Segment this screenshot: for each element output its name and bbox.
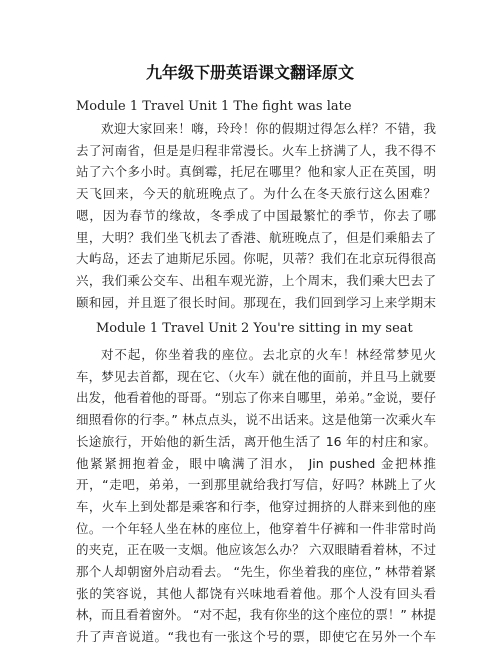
section-body-unit-1: 欢迎大家回来！嗨，玲玲！你的假期过得怎么样？不错，我去了河南省，但是是归程非常漫长。火车上挤满了人，我不得不站了六个多小时。真倒霉，托尼在哪里？他和家人正在英国，明天飞回来，今天的航班晚点了。为什么在冬天旅行这么困难？嗯，因为春节的缘故，冬季成了中国最繁忙的季节，你去了哪里，大明？我们坐飞机去了香港、航班晚点了，但是们乘船去了大屿岛，还去了迪斯尼乐园。你呢，贝蒂？我们在北京玩得很高兴，我们乘公交车、出租车观光游，上个周末，我们乘大巴去了颐和园，并且逛了很长时间。那现在，我们回到学习上来学期末 (76, 121, 436, 310)
section-heading-unit-1: Module 1 Travel Unit 1 The fight was late (76, 99, 352, 114)
section-heading-unit-2: Module 1 Travel Unit 2 You're sitting in my seat (96, 321, 413, 336)
document-title: 九年级下册英语课文翻译原文 (145, 63, 354, 82)
section-body-unit-2: 对不起，你坐着我的座位。去北京的火车！林经常梦见火车，梦见去首都，现在它、（火车）就在他的面前，并且马上就要出发，他看着他的哥哥。“别忘了你来自哪里，弟弟。”金说，要仔细照看你的行李。” 林点点头，说不出话来。这是他第一次乘火车长途旅行，开始他的新生活，离开他生活了 16 年的村庄和家。他紧紧拥抱着金，眼中噙满了泪水， Jin pushed 金把林推开，“走吧，弟弟，一到那里就给我打写信，好吗？林跳上了火车，火车上到处都是乘客和行李，他穿过拥挤的人群来到他的座位。一个年轻人坐在林的座位上，他穿着牛仔裤和一件非常时尚的夹克，正在吸一支烟。他应该怎么办？ 六双眼睛看着林，不过那个人却朝窗外启动看去。 “先生，你坐着我的座位，” 林带着紧张的笑容说，其他人都饶有兴味地看着他。那个人没有回头看林，而且看着窗外。 “对不起，我有你坐的这个座位的票！” 林提升了声音说道。“我也有一张这个号的票，即使它在另外一个车 (76, 347, 436, 645)
